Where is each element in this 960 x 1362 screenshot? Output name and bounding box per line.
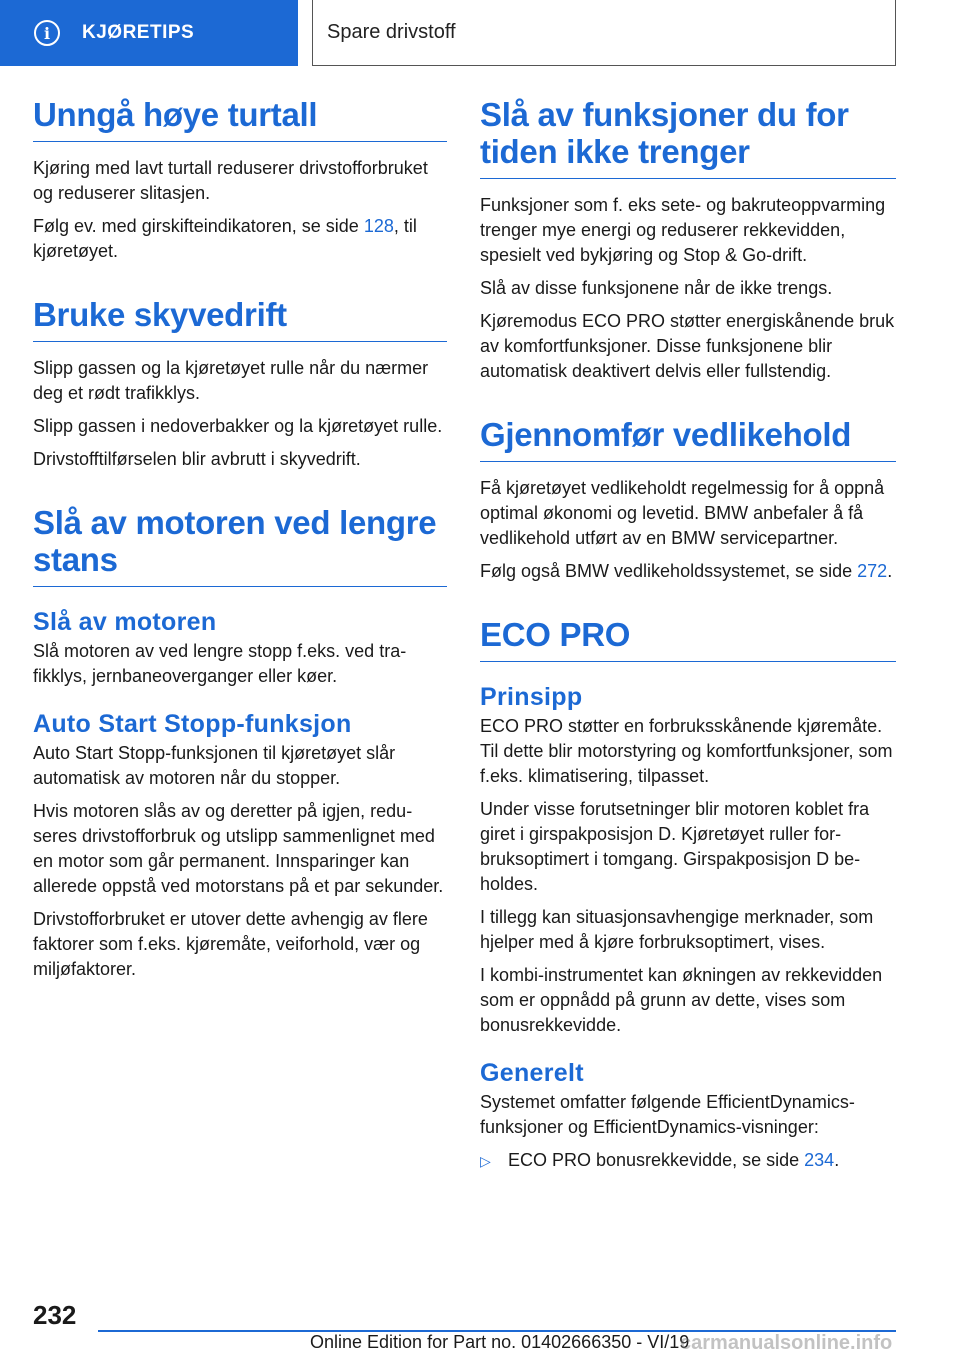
paragraph: Slipp gassen og la kjøretøyet rulle når du nærmer deg et rødt trafikklys. xyxy=(33,358,429,403)
list-item: ▷ ECO PRO bonusrekkevidde, se side 234. xyxy=(480,1148,896,1174)
heading-avoid-high-rpm: Unngå høye turtall xyxy=(33,96,447,142)
page-link[interactable]: 234 xyxy=(804,1150,835,1170)
paragraph: Slå motoren av ved lengre stopp f.eks. ved trafikklys, jernbaneoverganger eller køer. xyxy=(33,641,407,686)
paragraph: Kjøring med lavt turtall reduserer drivstofforbruket og reduserer slitasjen. xyxy=(33,158,428,203)
subheading-engine-off: Slå av motoren xyxy=(33,608,217,636)
paragraph: Drivstofforbruket er utover dette avhengig av flere faktorer som f.eks. kjøremåte, veiforhold, vær og miljøfaktorer. xyxy=(33,909,428,979)
watermark: carmanualsonline.info xyxy=(680,1332,893,1354)
info-icon: i xyxy=(34,20,60,46)
paragraph: Systemet omfatter følgende EfficientDynamics-funksjoner og EfficientDynamics-visninger: xyxy=(480,1092,855,1137)
left-column xyxy=(33,96,447,990)
section-title: Spare drivstoff xyxy=(312,0,896,66)
subheading-auto-start-stop: Auto Start Stopp-funksjon xyxy=(33,710,352,738)
heading-disable-functions: Slå av funksjoner du for tiden ikke trenger xyxy=(480,96,896,179)
paragraph: Følg ev. med girskifteindikatoren, se side 128, til kjøretøyet. xyxy=(33,216,417,261)
paragraph: Slipp gassen i nedoverbakker og la kjøretøyet rulle. xyxy=(33,416,443,436)
paragraph: Drivstofftilførselen blir avbrutt i skyvedrift. xyxy=(33,449,361,469)
subheading-general: Generelt xyxy=(480,1059,584,1087)
page-header xyxy=(0,0,960,66)
triangle-bullet-icon: ▷ xyxy=(480,1153,491,1169)
heading-coasting: Bruke skyvedrift xyxy=(33,296,447,342)
right-column xyxy=(480,96,896,1174)
paragraph: Kjøremodus ECO PRO støtter energiskånende bruk av komfortfunksjoner. Disse funksjonene blir automatisk deaktivert delvis eller fullstendig. xyxy=(480,311,895,381)
subheading-principle: Prinsipp xyxy=(480,683,583,711)
paragraph: I tillegg kan situasjonsavhengige merknader, som hjelper med å kjøre forbruksoptimert, vises. xyxy=(480,907,874,952)
page-link[interactable]: 128 xyxy=(363,216,394,236)
paragraph: I kombi-instrumentet kan økningen av rekkevidden som er oppnådd på grunn av dette, vises som bonusrekkevidde. xyxy=(480,965,883,1035)
heading-engine-off: Slå av motoren ved lengre stans xyxy=(33,504,447,587)
paragraph: Under visse forutsetninger blir motoren koblet fra giret i girspakposisjon D. Kjøretøyet ruller forbruksoptimert i tomgang. Girspakposisjon D beholdes. xyxy=(480,799,870,894)
paragraph: Funksjoner som f. eks sete- og bakruteoppvarming trenger mye energi og reduserer rekkevidden, spesielt ved bykjøring og Stop & Go-drift. xyxy=(480,195,886,265)
page-number: 232 xyxy=(33,1300,77,1330)
edition-note: Online Edition for Part no. 01402666350 - VI/19 xyxy=(310,1332,690,1352)
paragraph: Hvis motoren slås av og deretter på igjen, reduseres drivstofforbruk og utslipp sammenlignet med en motor som går permanent. Innsparinger kan allerede oppstå ved motorstans på et par sekunder. xyxy=(33,801,444,896)
chapter-tab[interactable] xyxy=(0,0,298,66)
paragraph: ECO PRO støtter en forbruksskånende kjøremåte. Til dette blir motorstyring og komfortfunksjoner, som f.eks. klimatisering, tilpasset. xyxy=(480,716,893,786)
paragraph: Auto Start Stopp-funksjonen til kjøretøyet slår automatisk av motoren når du stopper. xyxy=(33,743,396,788)
page-link[interactable]: 272 xyxy=(857,561,888,581)
chapter-label: KJØRETIPS xyxy=(82,22,195,43)
paragraph: Følg også BMW vedlikeholdssystemet, se side 272. xyxy=(480,561,893,581)
paragraph: Slå av disse funksjonene når de ikke trengs. xyxy=(480,278,833,298)
heading-maintenance: Gjennomfør vedlikehold xyxy=(480,416,896,462)
paragraph: Få kjøretøyet vedlikeholdt regelmessig for å oppnå optimal økonomi og levetid. BMW anbefaler å få vedlikehold utført av en BMW servicepartner. xyxy=(480,478,885,548)
heading-eco-pro: ECO PRO xyxy=(480,616,896,662)
